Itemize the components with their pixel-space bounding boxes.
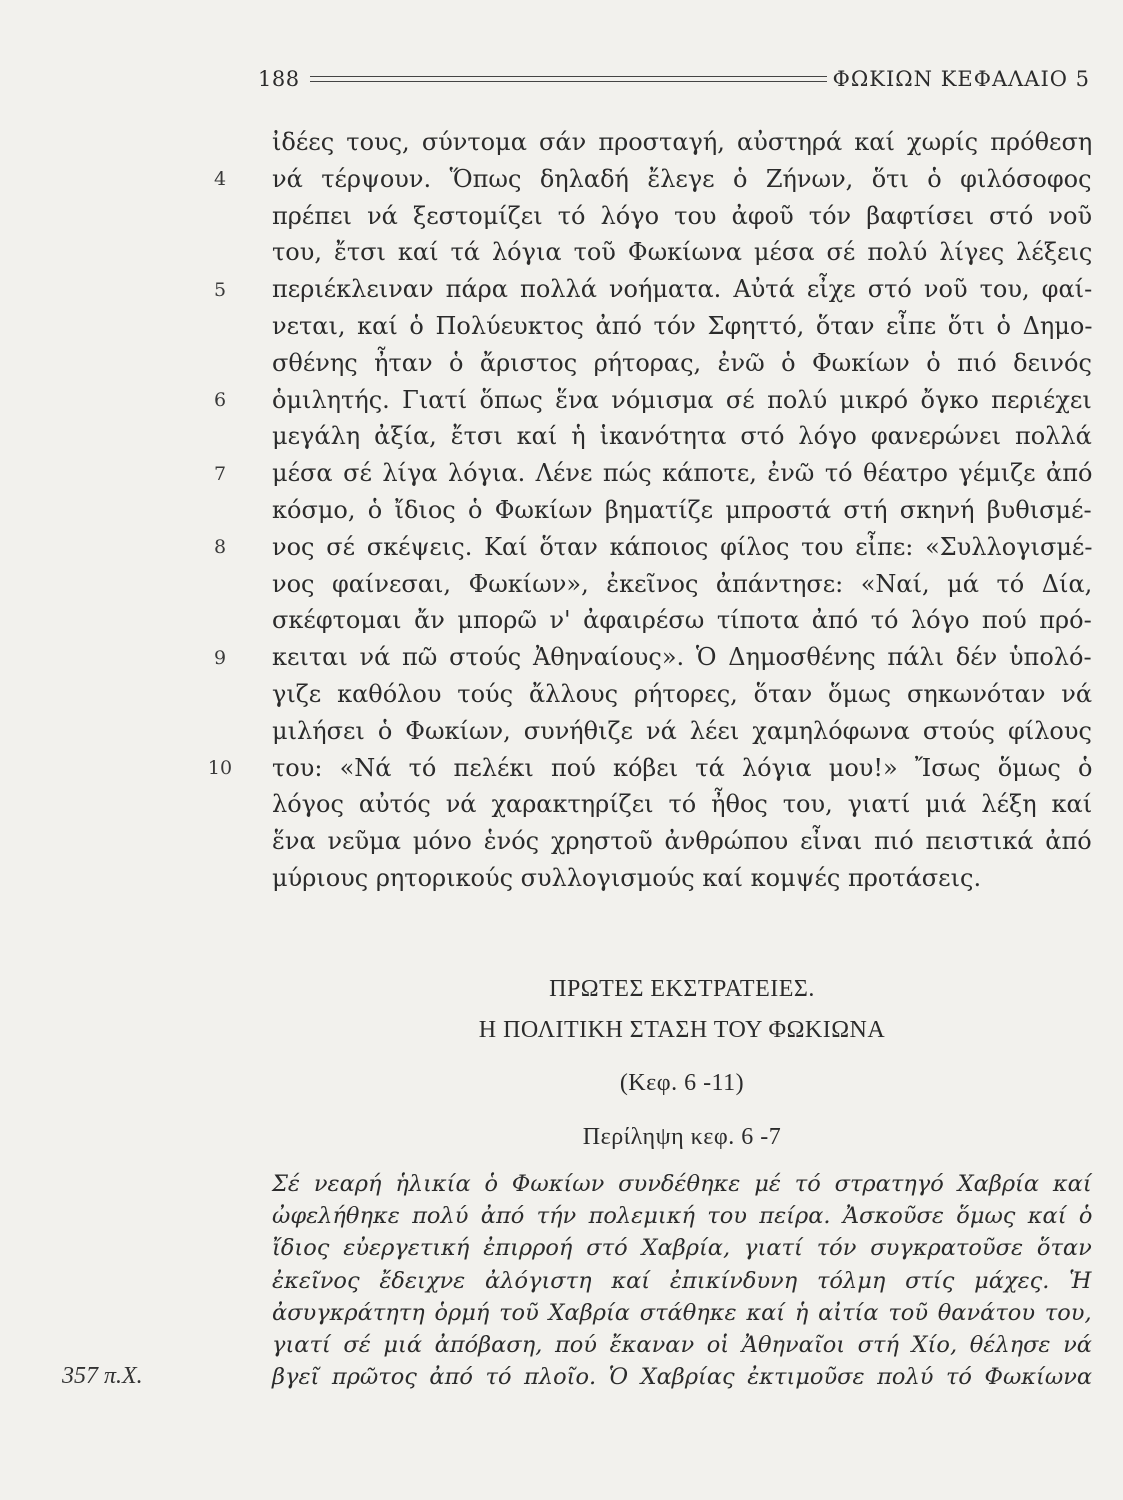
text-line: λόγος αὐτός νά χαρακτηρίζει τό ἦθος του, γιατί μιά λέξη καί — [272, 790, 1093, 819]
text-line: του: «Νά τό πελέκι πού κόβει τά λόγια μου!» Ἴσως ὅμως ὁ — [272, 753, 1093, 782]
margin-number: 9 — [213, 647, 227, 669]
summary-line: ἀσυγκράτητη ὁρμή τοῦ Χαβρία στάθηκε καί ἡ αἰτία τοῦ θανάτου του, — [272, 1299, 1092, 1326]
summary-line: γιατί σέ μιά ἀπόβαση, πού ἔκαναν οἱ Ἀθηναῖοι στή Χίο, θέλησε νά — [272, 1331, 1092, 1358]
chapter-range: (Κεφ. 6 -11) — [619, 1070, 745, 1096]
summary-line: Σέ νεαρή ἡλικία ὁ Φωκίων συνδέθηκε μέ τό στρατηγό Χαβρία καί — [272, 1171, 1092, 1197]
margin-number: 10 — [207, 757, 233, 779]
text-line: του, ἔτσι καί τά λόγια τοῦ Φωκίωνα μέσα σέ πολύ λίγες λέξεις — [272, 238, 1093, 267]
header-double-rule — [310, 76, 827, 82]
section-heading: ΠΡΩΤΕΣ ΕΚΣΤΡΑΤΕΙΕΣ. — [549, 976, 815, 1002]
running-title: ΦΩΚΙΩΝ ΚΕΦΑΛΑΙΟ 5 — [832, 67, 1090, 91]
margin-date-note: 357 π.Χ. — [62, 1363, 143, 1389]
text-line: νος φαίνεσαι, Φωκίων», ἐκεῖνος ἀπάντησε: «Ναί, μά τό Δία, — [272, 569, 1093, 598]
chapter-summary — [272, 1168, 1092, 1393]
summary-line: βγεῖ πρῶτος ἀπό τό πλοῖο. Ὁ Χαβρίας ἐκτιμοῦσε πολύ τό Φωκίωνα — [272, 1364, 1093, 1391]
text-line: νεται, καί ὁ Πολύευκτος ἀπό τόν Σφηττό, ὅταν εἶπε ὅτι ὁ Δημο- — [272, 311, 1093, 340]
page-number: 188 — [258, 67, 300, 91]
text-line: ὁμιλητής. Γιατί ὅπως ἕνα νόμισμα σέ πολύ μικρό ὄγκο περιέχει — [272, 385, 1092, 414]
margin-number: 7 — [213, 463, 227, 485]
text-line: ἰδέες τους, σύντομα σάν προσταγή, αὐστηρά καί χωρίς πρόθεση — [272, 128, 1093, 156]
text-line: νος σέ σκέψεις. Καί ὅταν κάποιος φίλος του εἶπε: «Συλλογισμέ- — [272, 532, 1093, 561]
summary-line: ἐκεῖνος ἔδειχνε ἀλόγιστη καί ἐπικίνδυνη τόλμη στίς μάχες. Ἡ — [272, 1267, 1092, 1294]
text-line: μιλήσει ὁ Φωκίων, συνήθιζε νά λέει χαμηλόφωνα στούς φίλους — [272, 716, 1092, 745]
text-line: μέσα σέ λίγα λόγια. Λένε πώς κάποτε, ἐνῶ τό θέατρο γέμιζε ἀπό — [272, 459, 1093, 488]
margin-number: 6 — [213, 389, 227, 411]
text-line: κόσμο, ὁ ἴδιος ὁ Φωκίων βηματίζε μπροστά στή σκηνή βυθισμέ- — [272, 495, 1092, 524]
body-text — [272, 124, 1092, 897]
text-line: σκέφτομαι ἄν μπορῶ ν' ἀφαιρέσω τίποτα ἀπό τό λόγο πού πρό- — [272, 606, 1092, 635]
text-line: ἕνα νεῦμα μόνο ἑνός χρηστοῦ ἀνθρώπου εἶναι πιό πειστικά ἀπό — [272, 827, 1092, 856]
section-subheading: Η ΠΟΛΙΤΙΚΗ ΣΤΑΣΗ ΤΟΥ ΦΩΚΙΩΝΑ — [478, 1017, 886, 1043]
text-line: μεγάλη ἀξία, ἔτσι καί ἡ ἱκανότητα στό λόγο φανερώνει πολλά — [272, 422, 1092, 451]
summary-line: ἴδιος εὐεργετική ἐπιρροή στό Χαβρία, γιατί τόν συγκρατοῦσε ὅταν — [272, 1235, 1092, 1262]
text-line: σθένης ἦταν ὁ ἄριστος ρήτορας, ἐνῶ ὁ Φωκίων ὁ πιό δεινός — [272, 348, 1092, 377]
text-line: περιέκλειναν πάρα πολλά νοήματα. Αὐτά εἶχε στό νοῦ του, φαί- — [272, 275, 1093, 304]
text-line: κειται νά πῶ στούς Ἀθηναίους». Ὁ Δημοσθένης πάλι δέν ὑπολό- — [272, 643, 1092, 672]
text-line: νά τέρψουν. Ὅπως δηλαδή ἔλεγε ὁ Ζήνων, ὅτι ὁ φιλόσοφος — [272, 164, 1092, 193]
text-line: γιζε καθόλου τούς ἄλλους ρήτορες, ὅταν ὅμως σηκωνόταν νά — [272, 679, 1093, 708]
summary-title: Περίληψη κεφ. 6 -7 — [582, 1124, 782, 1150]
summary-line: ὠφελήθηκε πολύ ἀπό τήν πολεμική του πείρα. Ἀσκοῦσε ὅμως καί ὁ — [272, 1203, 1093, 1230]
margin-number: 8 — [213, 536, 227, 558]
text-line: πρέπει νά ξεστομίζει τό λόγο του ἀφοῦ τόν βαφτίσει στό νοῦ — [272, 201, 1093, 230]
margin-number: 4 — [213, 168, 227, 190]
margin-number: 5 — [213, 279, 227, 301]
text-line: μύριους ρητορικούς συλλογισμούς καί κομψές προτάσεις. — [272, 863, 982, 892]
running-header — [258, 64, 1090, 94]
